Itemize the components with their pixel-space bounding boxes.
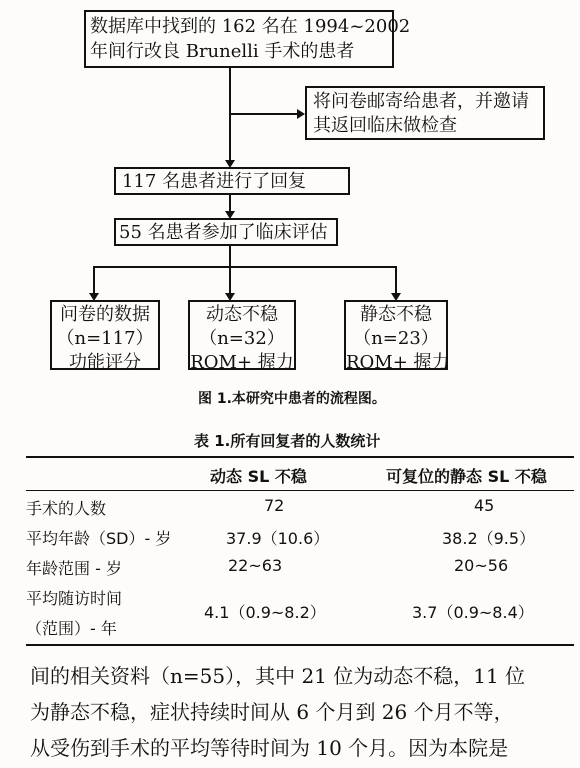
- flow-box-text-line: 其返回临床做检查: [313, 115, 457, 136]
- flow-box-source-patients: [84, 10, 411, 68]
- table-cell-dynamic: 72: [264, 496, 285, 515]
- table-top-rule: [26, 456, 574, 458]
- flow-box-questionnaire-mailed: [305, 86, 545, 140]
- flow-box-text-line: 年间行改良 Brunelli 手术的患者: [90, 41, 355, 62]
- table-bottom-rule: [26, 644, 574, 646]
- flow-box-text-line: 问卷的数据: [60, 304, 150, 325]
- body-text-line: 为静态不稳，症状持续时间从 6 个月到 26 个月不等，: [30, 700, 514, 724]
- flow-box-dynamic-instability: [188, 300, 296, 373]
- table-cell-dynamic: 22~63: [228, 556, 283, 575]
- flow-connector: [229, 266, 231, 296]
- flow-box-questionnaire-data: [50, 300, 160, 373]
- flow-connector: [229, 113, 299, 115]
- flow-connector: [93, 266, 95, 296]
- flow-connector: [229, 68, 231, 164]
- table-row-label: 年龄范围 - 岁: [26, 559, 122, 578]
- table-cell-static: 20~56: [454, 556, 509, 575]
- flow-box-text-line: 动态不稳: [206, 304, 278, 325]
- flow-box-text-line: （n=23）: [353, 328, 439, 349]
- flow-connector: [229, 246, 231, 268]
- table-row-label: 平均随访时间: [26, 589, 123, 608]
- table-title: 表 1.所有回复者的人数统计: [194, 432, 381, 450]
- flow-box-text: 117 名患者进行了回复: [122, 171, 307, 192]
- body-text-line: 间的相关资料（n=55），其中 21 位为动态不稳，11 位: [30, 664, 526, 688]
- flow-box-text-line: 数据库中找到的 162 名在 1994~2002: [90, 16, 411, 37]
- table-row-label: 平均年龄（SD）- 岁: [26, 529, 172, 548]
- table-row-label: 手术的人数: [26, 499, 107, 518]
- table-cell-static: 38.2（9.5）: [442, 529, 536, 548]
- table-cell-static: 3.7（0.9~8.4）: [412, 603, 534, 622]
- flow-box-responded: [114, 167, 350, 195]
- flow-box-text-line: 静态不稳: [360, 304, 432, 325]
- flow-box-text-line: 将问卷邮寄给患者，并邀请: [313, 91, 529, 112]
- table-cell-dynamic: 4.1（0.9~8.2）: [204, 603, 326, 622]
- table-cell-dynamic: 37.9（10.6）: [226, 529, 330, 548]
- body-text-line: 从受伤到手术的平均等待时间为 10 个月。因为本院是: [30, 736, 509, 760]
- flow-box-text-line: （n=117）: [56, 328, 154, 349]
- flow-box-text-line: （n=32）: [199, 328, 285, 349]
- table-header-dynamic: 动态 SL 不稳: [210, 467, 307, 486]
- figure-caption: 图 1.本研究中患者的流程图。: [198, 391, 386, 407]
- flow-box-text-line: ROM+ 握力: [190, 352, 294, 373]
- flow-box-text-line: 功能评分: [69, 352, 141, 373]
- flow-box-static-instability: [344, 300, 450, 373]
- flow-box-text-line: ROM+ 握力: [346, 352, 450, 373]
- table-header-rule: [26, 490, 574, 491]
- flow-connector: [395, 266, 397, 296]
- flow-box-clinical-assessment: [114, 218, 338, 246]
- flow-connector: [93, 266, 397, 268]
- table-header-static: 可复位的静态 SL 不稳: [386, 467, 547, 486]
- table-row-label: （范围）- 年: [26, 619, 117, 638]
- flow-arrow-icon: [297, 109, 305, 119]
- flow-box-text: 55 名患者参加了临床评估: [119, 222, 328, 243]
- table-cell-static: 45: [474, 496, 495, 515]
